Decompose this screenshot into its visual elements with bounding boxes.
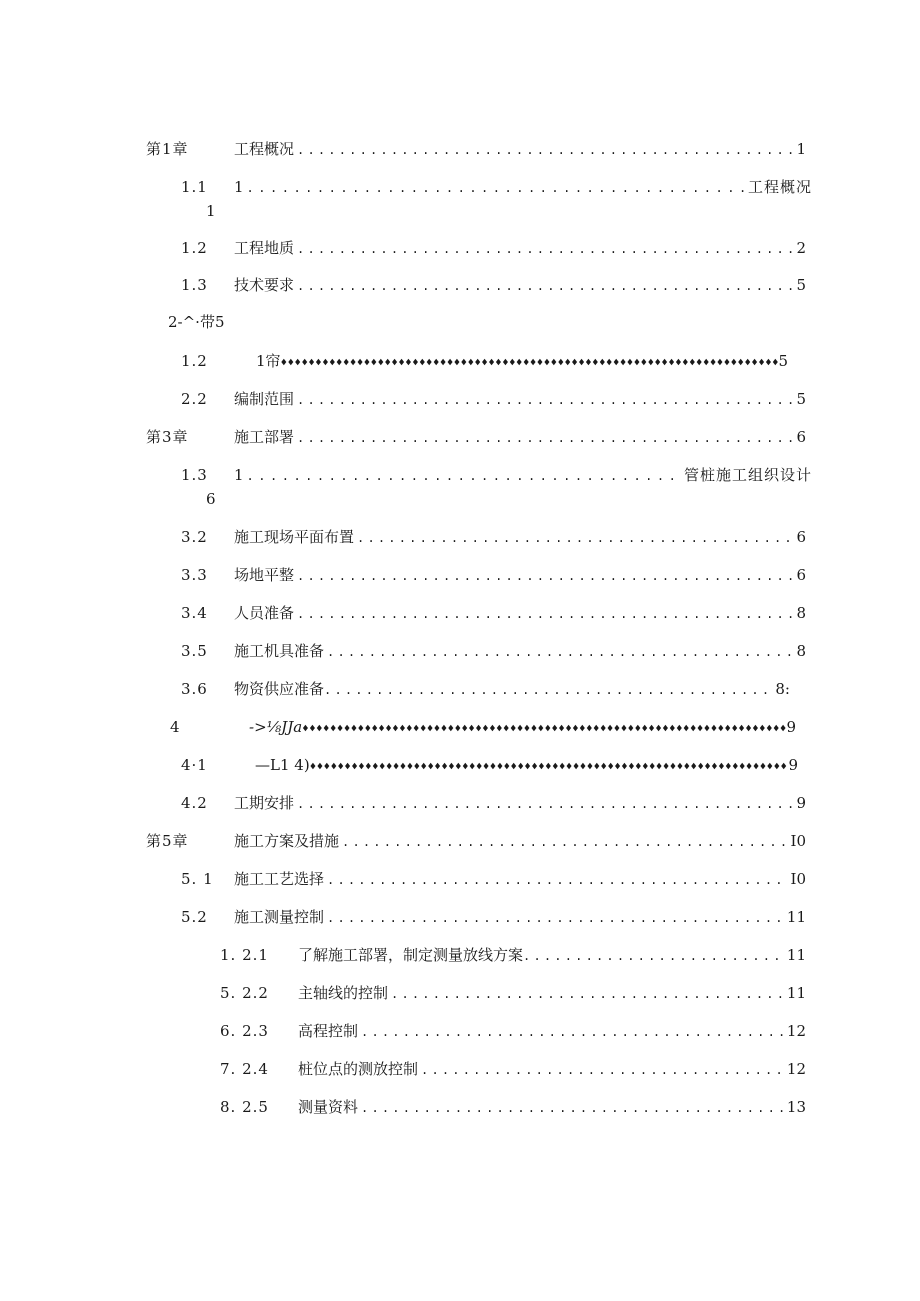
toc-entry-page: 管桩施工组织设计 bbox=[683, 466, 812, 484]
toc-entry-title: 桩位点的测放控制 bbox=[298, 1060, 419, 1078]
dot-leader bbox=[361, 1020, 784, 1044]
toc-entry-title: ->⅛JJa bbox=[249, 718, 303, 736]
toc-entry-page: 12 bbox=[786, 1060, 806, 1078]
toc-entry-title: 人员准备 bbox=[234, 604, 295, 622]
toc-entry[interactable] bbox=[0, 310, 920, 334]
toc-entry-number: 1.2 bbox=[181, 352, 208, 370]
toc-entry[interactable] bbox=[0, 601, 920, 625]
toc-entry-number: 4·1 bbox=[181, 756, 208, 774]
toc-entry-number: 1.1 bbox=[181, 178, 208, 196]
toc-entry-title: 编制范围 bbox=[234, 390, 295, 408]
dot-leader bbox=[297, 237, 793, 261]
toc-entry[interactable] bbox=[0, 273, 920, 297]
toc-entry[interactable] bbox=[0, 639, 920, 663]
toc-entry[interactable] bbox=[0, 563, 920, 587]
toc-entry-title: 施工机具准备 bbox=[234, 642, 325, 660]
dot-leader bbox=[327, 906, 784, 930]
toc-entry-title: 了解施工部署，制定测量放线方案 bbox=[298, 946, 524, 964]
toc-entry-number: 1.3 bbox=[181, 466, 208, 484]
toc-entry-title: 物资供应准备 bbox=[234, 680, 325, 698]
toc-entry-number: 8. 2.5 bbox=[220, 1098, 269, 1116]
toc-entry-title: 施工测量控制 bbox=[234, 908, 325, 926]
toc-entry-page: 5 bbox=[778, 352, 788, 370]
dot-leader bbox=[324, 678, 772, 702]
toc-entry-number: 3.4 bbox=[181, 604, 208, 622]
dot-leader bbox=[297, 792, 793, 816]
dot-leader bbox=[391, 982, 784, 1006]
toc-entry-number: 第5章 bbox=[146, 832, 189, 850]
toc-entry[interactable] bbox=[0, 175, 920, 199]
toc-entry-page: 11 bbox=[786, 908, 806, 926]
toc-entry-title: 测量资料 bbox=[298, 1098, 359, 1116]
toc-entry[interactable] bbox=[0, 349, 920, 373]
dot-leader bbox=[327, 640, 793, 664]
toc-entry-page: 8: bbox=[775, 680, 790, 698]
dot-leader bbox=[297, 602, 793, 626]
toc-entry-number: 1.2 bbox=[181, 239, 208, 257]
toc-entry-number: 4 bbox=[170, 718, 181, 736]
toc-entry-title: —L1 4) bbox=[255, 756, 310, 774]
toc-entry[interactable] bbox=[0, 981, 920, 1005]
toc-entry-title: 场地平整 bbox=[234, 566, 295, 584]
toc-entry[interactable] bbox=[0, 867, 920, 891]
toc-entry[interactable] bbox=[0, 387, 920, 411]
diamond-leader bbox=[302, 717, 786, 741]
toc-entry-title: 工程地质 bbox=[234, 239, 295, 257]
toc-entry-page: I0 bbox=[790, 870, 806, 888]
toc-entry[interactable] bbox=[0, 525, 920, 549]
toc-entry-page: 1 bbox=[796, 140, 806, 158]
toc-entry-number: 第1章 bbox=[146, 140, 189, 158]
toc-entry-number: 5.2 bbox=[181, 908, 208, 926]
toc-entry-title: 施工部署 bbox=[234, 428, 295, 446]
toc-entry-title: 1 bbox=[234, 178, 244, 196]
toc-entry-number: 4.2 bbox=[181, 794, 208, 812]
toc-entry-title: 施工现场平面布置 bbox=[234, 528, 355, 546]
dot-leader bbox=[297, 564, 793, 588]
diamond-leader bbox=[310, 755, 789, 779]
toc-entry-page: 8 bbox=[796, 604, 806, 622]
dot-leader bbox=[297, 138, 793, 162]
toc-entry-number: 第3章 bbox=[146, 428, 189, 446]
toc-entry-page: 11 bbox=[786, 946, 806, 964]
toc-entry-title: 工程概况 bbox=[234, 140, 295, 158]
dot-leader bbox=[361, 1096, 784, 1120]
toc-entry-title: 1帘 bbox=[256, 352, 281, 370]
toc-entry[interactable] bbox=[0, 943, 920, 967]
toc-entry-title: 施工工艺选择 bbox=[234, 870, 325, 888]
toc-entry-page: 6 bbox=[796, 566, 806, 584]
toc-entry[interactable] bbox=[0, 753, 920, 777]
toc-entry-page: I0 bbox=[790, 832, 806, 850]
toc-entry[interactable] bbox=[0, 1095, 920, 1119]
dot-leader bbox=[523, 944, 784, 968]
dot-leader bbox=[297, 274, 793, 298]
toc-entry-number: 3.5 bbox=[181, 642, 208, 660]
toc-entry-page: 13 bbox=[786, 1098, 806, 1116]
toc-entry-title: 主轴线的控制 bbox=[298, 984, 389, 1002]
toc-entry-page: 6 bbox=[796, 528, 806, 546]
toc-entry-page: 5 bbox=[796, 276, 806, 294]
toc-entry[interactable] bbox=[0, 715, 920, 739]
toc-entry-page: 8 bbox=[796, 642, 806, 660]
toc-entry-number: 3.6 bbox=[181, 680, 208, 698]
diamond-leader bbox=[281, 351, 779, 375]
dot-leader bbox=[247, 176, 745, 200]
toc-entry-page: 6 bbox=[796, 428, 806, 446]
dot-leader bbox=[357, 526, 793, 550]
toc-entry[interactable] bbox=[0, 829, 920, 853]
toc-entry-title: 施工方案及措施 bbox=[234, 832, 340, 850]
toc-entry-wrapped-page: 6 bbox=[206, 490, 216, 508]
toc-entry-number: 5. 2.2 bbox=[220, 984, 269, 1002]
toc-entry-title: 高程控制 bbox=[298, 1022, 359, 1040]
dot-leader bbox=[421, 1058, 784, 1082]
toc-entry-number: 2.2 bbox=[181, 390, 208, 408]
toc-entry[interactable] bbox=[0, 905, 920, 929]
dot-leader bbox=[327, 868, 788, 892]
toc-entry[interactable] bbox=[0, 425, 920, 449]
toc-entry-number: 7. 2.4 bbox=[220, 1060, 269, 1078]
toc-entry-page: 9 bbox=[786, 718, 796, 736]
toc-entry-number: 3.2 bbox=[181, 528, 208, 546]
toc-entry[interactable] bbox=[0, 463, 920, 487]
toc-entry-title: 技术要求 bbox=[234, 276, 295, 294]
toc-entry-title: 1 bbox=[234, 466, 244, 484]
dot-leader bbox=[297, 388, 793, 412]
toc-entry-number: 6. 2.3 bbox=[220, 1022, 269, 1040]
toc-entry[interactable] bbox=[0, 791, 920, 815]
toc-entry-page: 9 bbox=[796, 794, 806, 812]
dot-leader bbox=[247, 464, 681, 488]
toc-entry-page: 12 bbox=[786, 1022, 806, 1040]
toc-entry-page: 2 bbox=[796, 239, 806, 257]
dot-leader bbox=[297, 426, 793, 450]
toc-entry[interactable] bbox=[0, 1019, 920, 1043]
dot-leader bbox=[342, 830, 788, 854]
toc-entry-number: 5. 1 bbox=[181, 870, 214, 888]
toc-entry[interactable] bbox=[0, 677, 920, 701]
toc-entry-page: 9 bbox=[788, 756, 798, 774]
toc-entry-number: 2-^·带5 bbox=[168, 313, 225, 331]
toc-entry-wrapped-page: 1 bbox=[206, 202, 216, 220]
toc-entry[interactable] bbox=[0, 1057, 920, 1081]
toc-entry[interactable] bbox=[0, 137, 920, 161]
toc-entry-number: 3.3 bbox=[181, 566, 208, 584]
toc-entry-page: 工程概况 bbox=[747, 178, 812, 196]
toc-entry[interactable] bbox=[0, 236, 920, 260]
toc-entry-page: 5 bbox=[796, 390, 806, 408]
toc-entry-title: 工期安排 bbox=[234, 794, 295, 812]
toc-entry-page: 11 bbox=[786, 984, 806, 1002]
toc-entry-number: 1. 2.1 bbox=[220, 946, 269, 964]
toc-entry-number: 1.3 bbox=[181, 276, 208, 294]
